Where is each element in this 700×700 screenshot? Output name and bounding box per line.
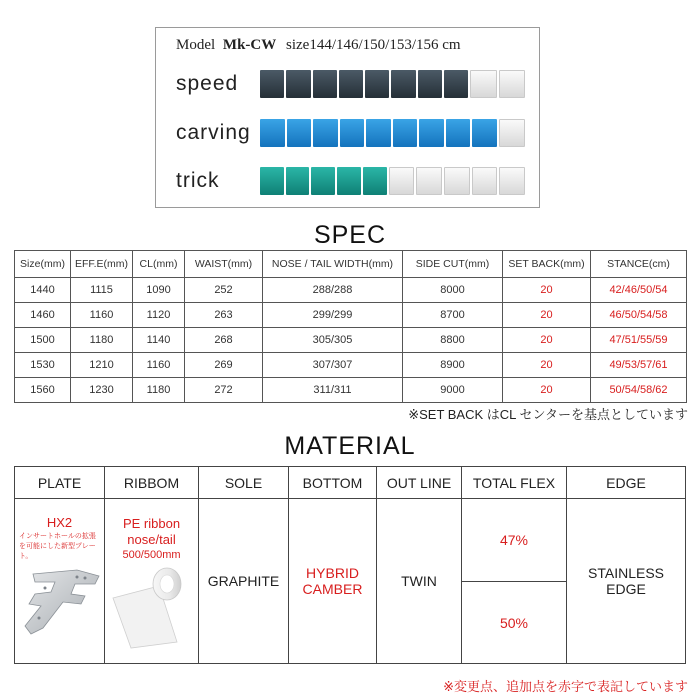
spec-cell: 311/311	[263, 378, 403, 403]
rating-segment	[363, 167, 387, 195]
flex-top-value: 47%	[462, 499, 566, 582]
spec-title: SPEC	[313, 221, 387, 249]
spec-header-cell: CL(mm)	[133, 251, 185, 278]
spec-row	[15, 378, 687, 403]
rating-segment	[340, 119, 365, 147]
plate-desc-1: インサートホールの拡張	[19, 533, 96, 540]
spec-cell: 46/50/54/58	[591, 303, 687, 328]
material-title: MATERIAL	[284, 432, 416, 460]
rating-row-carving	[176, 119, 528, 147]
model-name: Mk-CW	[222, 37, 277, 53]
rating-segment	[393, 119, 418, 147]
spec-cell: 1140	[133, 328, 185, 353]
model-line	[176, 37, 461, 54]
spec-row	[15, 303, 687, 328]
ribbon-line-1: PE ribbon	[122, 516, 181, 531]
spec-cell: 307/307	[263, 353, 403, 378]
material-header-bottom: BOTTOM	[289, 467, 376, 499]
plate-name: HX2	[46, 515, 73, 530]
spec-cell: 268	[185, 328, 263, 353]
rating-segment	[472, 167, 498, 195]
rating-label-speed: speed	[176, 72, 239, 95]
spec-cell: 8900	[403, 353, 503, 378]
material-col-flex	[462, 467, 567, 663]
material-col-edge	[567, 467, 685, 663]
footer-note: ※変更点、追加点を赤字で表記しています	[443, 679, 688, 694]
spec-cell: 1160	[71, 303, 133, 328]
rating-segment	[444, 70, 468, 98]
rating-segment	[260, 119, 285, 147]
rating-card	[155, 27, 540, 208]
rating-row-trick	[176, 167, 528, 195]
ribbon-cell	[105, 499, 198, 663]
spec-cell: 1440	[15, 278, 71, 303]
material-col-plate	[15, 467, 105, 663]
rating-segment	[313, 70, 337, 98]
spec-cell: 252	[185, 278, 263, 303]
spec-cell: 20	[503, 278, 591, 303]
spec-cell: 1210	[71, 353, 133, 378]
rating-row-speed	[176, 70, 528, 98]
spec-header-cell: WAIST(mm)	[185, 251, 263, 278]
outline-value: TWIN	[401, 573, 437, 589]
rating-segment	[419, 119, 444, 147]
rating-segment	[365, 70, 389, 98]
spec-cell: 47/51/55/59	[591, 328, 687, 353]
spec-table	[14, 250, 687, 403]
ribbon-image	[105, 564, 197, 650]
model-prefix: Model	[176, 37, 216, 53]
ribbon-line-2: nose/tail	[127, 532, 176, 547]
spec-cell: 269	[185, 353, 263, 378]
rating-label-trick: trick	[176, 169, 220, 192]
spec-cell: 1180	[133, 378, 185, 403]
material-header-plate: PLATE	[15, 467, 104, 499]
rating-segment	[416, 167, 442, 195]
spec-cell: 263	[185, 303, 263, 328]
spec-cell: 1460	[15, 303, 71, 328]
material-header-sole: SOLE	[199, 467, 288, 499]
bottom-line-2: CAMBER	[302, 581, 363, 597]
spec-header-cell: Size(mm)	[15, 251, 71, 278]
flex-bottom-value: 50%	[499, 614, 529, 631]
material-table	[14, 466, 686, 664]
rating-segment	[418, 70, 442, 98]
spec-cell: 288/288	[263, 278, 403, 303]
spec-header-cell: STANCE(cm)	[591, 251, 687, 278]
edge-line-1: STAINLESS	[588, 565, 664, 581]
rating-segment	[499, 70, 525, 98]
rating-bar-speed	[260, 70, 525, 98]
bottom-line-1: HYBRID	[306, 565, 359, 581]
spec-cell: 50/54/58/62	[591, 378, 687, 403]
binding-plate-image	[15, 566, 103, 638]
spec-cell: 42/46/50/54	[591, 278, 687, 303]
rating-bar-carving	[260, 119, 525, 147]
spec-cell: 1115	[71, 278, 133, 303]
rating-bar-trick	[260, 167, 525, 195]
spec-cell: 272	[185, 378, 263, 403]
spec-cell: 1530	[15, 353, 71, 378]
rating-segment	[444, 167, 470, 195]
rating-segment	[446, 119, 471, 147]
spec-cell: 1560	[15, 378, 71, 403]
spec-header-cell: SIDE CUT(mm)	[403, 251, 503, 278]
rating-segment	[287, 119, 312, 147]
edge-line-2: EDGE	[606, 581, 646, 597]
material-col-ribbom	[105, 467, 199, 663]
rating-segment	[286, 167, 310, 195]
spec-cell: 9000	[403, 378, 503, 403]
spec-header-cell: NOSE / TAIL WIDTH(mm)	[263, 251, 403, 278]
spec-cell: 8700	[403, 303, 503, 328]
rating-segment	[366, 119, 391, 147]
material-col-outline	[377, 467, 462, 663]
spec-cell: 8000	[403, 278, 503, 303]
material-col-sole	[199, 467, 289, 663]
material-header-ribbom: RIBBOM	[105, 467, 198, 499]
material-header-flex: TOTAL FLEX	[462, 467, 566, 499]
rating-segment	[260, 167, 284, 195]
spec-cell: 1180	[71, 328, 133, 353]
rating-segment	[391, 70, 415, 98]
edge-cell	[567, 499, 685, 663]
spec-cell: 1230	[71, 378, 133, 403]
ribbon-line-3: 500/500mm	[122, 549, 181, 561]
rating-segment	[286, 70, 310, 98]
material-header-edge: EDGE	[567, 467, 685, 499]
spec-cell: 20	[503, 353, 591, 378]
rating-segment	[499, 119, 526, 147]
spec-cell: 1160	[133, 353, 185, 378]
plate-cell	[15, 499, 104, 663]
spec-cell: 299/299	[263, 303, 403, 328]
spec-cell: 20	[503, 328, 591, 353]
spec-row	[15, 328, 687, 353]
plate-desc-2: を可能にした新型プレート。	[19, 543, 96, 560]
spec-cell: 1500	[15, 328, 71, 353]
rating-segment	[472, 119, 497, 147]
spec-cell: 1090	[133, 278, 185, 303]
rating-segment	[339, 70, 363, 98]
spec-cell: 8800	[403, 328, 503, 353]
rating-segment	[260, 70, 284, 98]
material-col-bottom	[289, 467, 377, 663]
spec-header-cell: SET BACK(mm)	[503, 251, 591, 278]
rating-segment	[337, 167, 361, 195]
rating-segment	[389, 167, 415, 195]
bottom-cell	[289, 499, 376, 663]
rating-segment	[499, 167, 525, 195]
spec-row	[15, 353, 687, 378]
spec-cell: 305/305	[263, 328, 403, 353]
rating-label-carving: carving	[176, 121, 251, 144]
model-sizes: size144/146/150/153/156 cm	[286, 37, 461, 53]
spec-header-cell: EFF.E(mm)	[71, 251, 133, 278]
material-header-outline: OUT LINE	[377, 467, 461, 499]
spec-cell: 20	[503, 378, 591, 403]
spec-header-row	[15, 251, 687, 278]
rating-segment	[470, 70, 496, 98]
rating-segment	[313, 119, 338, 147]
spec-cell: 49/53/57/61	[591, 353, 687, 378]
spec-row	[15, 278, 687, 303]
spec-note: ※SET BACK はCL センターを基点としています	[408, 407, 688, 422]
rating-segment	[311, 167, 335, 195]
sole-value: GRAPHITE	[207, 573, 280, 589]
spec-cell: 1120	[133, 303, 185, 328]
spec-cell: 20	[503, 303, 591, 328]
